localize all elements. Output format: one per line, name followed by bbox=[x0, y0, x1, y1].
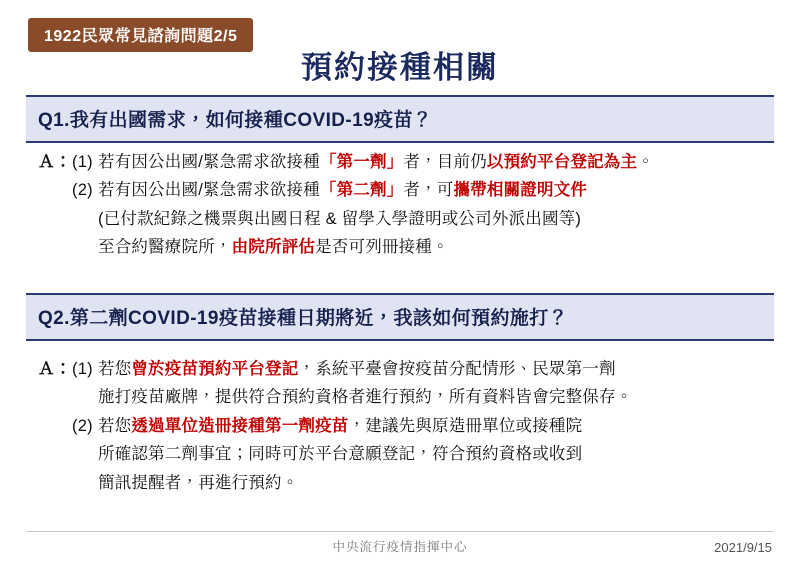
answer-label-1: Ａ： bbox=[38, 153, 72, 171]
answer-line-text bbox=[98, 205, 768, 233]
answer-line bbox=[72, 469, 768, 497]
answer-line bbox=[72, 383, 768, 411]
plain-text: 若有因公出國/緊急需求欲接種 bbox=[98, 153, 320, 171]
answer-line bbox=[72, 412, 768, 440]
plain-text: 至合約醫療院所， bbox=[98, 238, 232, 257]
plain-text: 若有因公出國/緊急需求欲接種 bbox=[98, 181, 320, 200]
answer-line-text bbox=[98, 440, 768, 468]
plain-text: 若您 bbox=[98, 416, 132, 435]
answer-line-text bbox=[98, 469, 768, 497]
footer-date: 2021/9/15 bbox=[714, 540, 772, 555]
plain-text: 。 bbox=[637, 153, 654, 171]
answer-line-text bbox=[98, 355, 768, 383]
question-bar-1: Q1.我有出國需求，如何接種COVID-19疫苗？ bbox=[26, 95, 774, 143]
plain-text: 所確認第二劑事宜；同時可於平台意願登記，符合預約資格或收到 bbox=[98, 445, 583, 464]
answer-line bbox=[72, 233, 768, 261]
plain-text: ，建議先與原造冊單位或接種院 bbox=[348, 416, 583, 435]
plain-text: 簡訊提醒者，再進行預約。 bbox=[98, 473, 299, 492]
highlighted-text: 「第一劑」 bbox=[319, 153, 404, 171]
answer-line-text bbox=[98, 176, 768, 204]
highlighted-text: 以預約平台登記為主 bbox=[486, 153, 638, 171]
answer-line-text bbox=[98, 412, 768, 440]
answer-line bbox=[72, 355, 768, 383]
answer-label-2: Ａ： bbox=[38, 360, 72, 378]
answer-block-2 bbox=[38, 355, 768, 497]
plain-text: 若您 bbox=[98, 360, 132, 378]
answer-line-number: (2) bbox=[72, 416, 93, 435]
answer-line-text bbox=[98, 233, 768, 261]
plain-text: 者，可 bbox=[403, 181, 454, 200]
answer-block-1 bbox=[38, 148, 768, 262]
answer-line-text bbox=[98, 148, 768, 176]
highlighted-text: 由院所評估 bbox=[231, 238, 316, 257]
plain-text: ，系統平臺會按疫苗分配情形、民眾第一劑 bbox=[298, 360, 616, 378]
plain-text: 是否可列冊接種。 bbox=[315, 238, 449, 257]
answer-line-number: (1) bbox=[72, 153, 93, 171]
answer-line-number: (1) bbox=[72, 360, 93, 378]
header-ribbon-label: 1922民眾常見諮詢問題2/5 bbox=[28, 18, 253, 52]
footer-divider bbox=[26, 531, 774, 532]
highlighted-text: 攜帶相關證明文件 bbox=[453, 181, 588, 200]
footer-organization: 中央流行疫情指揮中心 bbox=[332, 540, 468, 554]
highlighted-text: 曾於疫苗預約平台登記 bbox=[131, 360, 299, 378]
highlighted-text: 透過單位造冊接種第一劑疫苗 bbox=[131, 416, 349, 435]
answer-line-text bbox=[98, 383, 768, 411]
plain-text: 者，目前仍 bbox=[403, 153, 487, 171]
plain-text: 施打疫苗廠牌，提供符合預約資格者進行預約，所有資料皆會完整保存。 bbox=[98, 388, 633, 407]
answer-line bbox=[72, 176, 768, 204]
answer-body-1 bbox=[72, 148, 768, 262]
question-bar-2: Q2.第二劑COVID-19疫苗接種日期將近，我該如何預約施打？ bbox=[26, 293, 774, 341]
answer-line bbox=[72, 440, 768, 468]
plain-text: (已付款紀錄之機票與出國日程 & 留學入學證明或公司外派出國等) bbox=[98, 209, 582, 228]
answer-line bbox=[72, 205, 768, 233]
answer-line bbox=[72, 148, 768, 176]
page-title: 預約接種相關 bbox=[301, 50, 499, 85]
answer-line-number: (2) bbox=[72, 181, 93, 200]
answer-body-2 bbox=[72, 355, 768, 497]
highlighted-text: 「第二劑」 bbox=[319, 181, 404, 200]
